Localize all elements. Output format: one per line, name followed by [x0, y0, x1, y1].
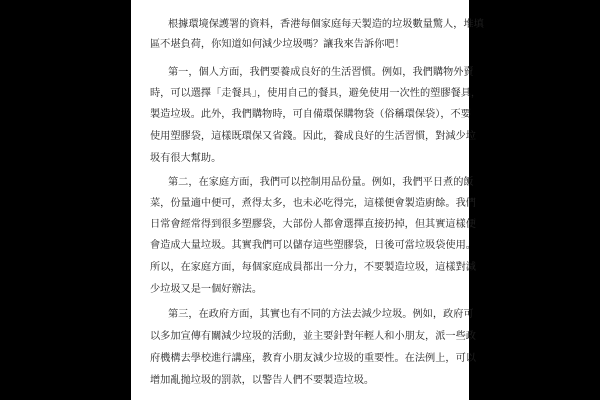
text-line: 日常會經常得到很多塑膠袋，大部份人都會選擇直接扔掉，但其實這樣便: [150, 219, 476, 230]
text-line: 根據環境保護署的資料，香港每個家庭每天製造的垃圾數量驚人，堆填: [168, 19, 484, 30]
text-line: 區不堪負荷，你知道如何減少垃圾嗎？讓我來告訴你吧！: [150, 39, 405, 50]
text-line: 製造垃圾。此外，我們購物時，可自備環保購物袋（俗稱環保袋），不要: [150, 109, 471, 120]
text-line: 會造成大量垃圾。其實我們可以儲存這些塑膠袋，日後可當垃圾袋使用。: [150, 240, 476, 251]
text-line: 所以，在家庭方面，每個家庭成員都出一分力，不要製造垃圾，這樣對減: [150, 262, 476, 273]
text-line: 菜，份量適中便可，煮得太多，也未必吃得完，這樣便會製造廚餘。我們: [150, 198, 476, 209]
text-line: 第一，個人方面，我們要養成良好的生活習慣。例如，我們購物外賣: [168, 67, 474, 78]
text-line: 圾有很大幫助。: [150, 153, 222, 164]
text-line: 少垃圾又是一個好辦法。: [150, 284, 263, 295]
text-line: 時，可以選擇「走餐具」，使用自己的餐具，避免使用一次性的塑膠餐具，: [150, 88, 482, 99]
text-line: 以多加宣傳有關減少垃圾的活動，並主要針對年輕人和小朋友，派一些政: [150, 331, 476, 342]
text-line: 第三，在政府方面，其實也有不同的方法去減少垃圾。例如，政府可: [168, 309, 474, 320]
text-line: 第二，在家庭方面，我們可以控制用品份量。例如，我們平日煮的飯: [168, 177, 474, 188]
text-line: 使用塑膠袋，這樣既環保又省錢。因此，養成良好的生活習慣，對減少垃: [150, 131, 476, 142]
text-line: 增加亂拋垃圾的罰款，以警告人們不要製造垃圾。: [150, 375, 375, 386]
text-line: 府機構去學校進行講座，教育小朋友減少垃圾的重要性。在法例上，可以: [150, 353, 476, 364]
document-page: [131, 0, 484, 400]
